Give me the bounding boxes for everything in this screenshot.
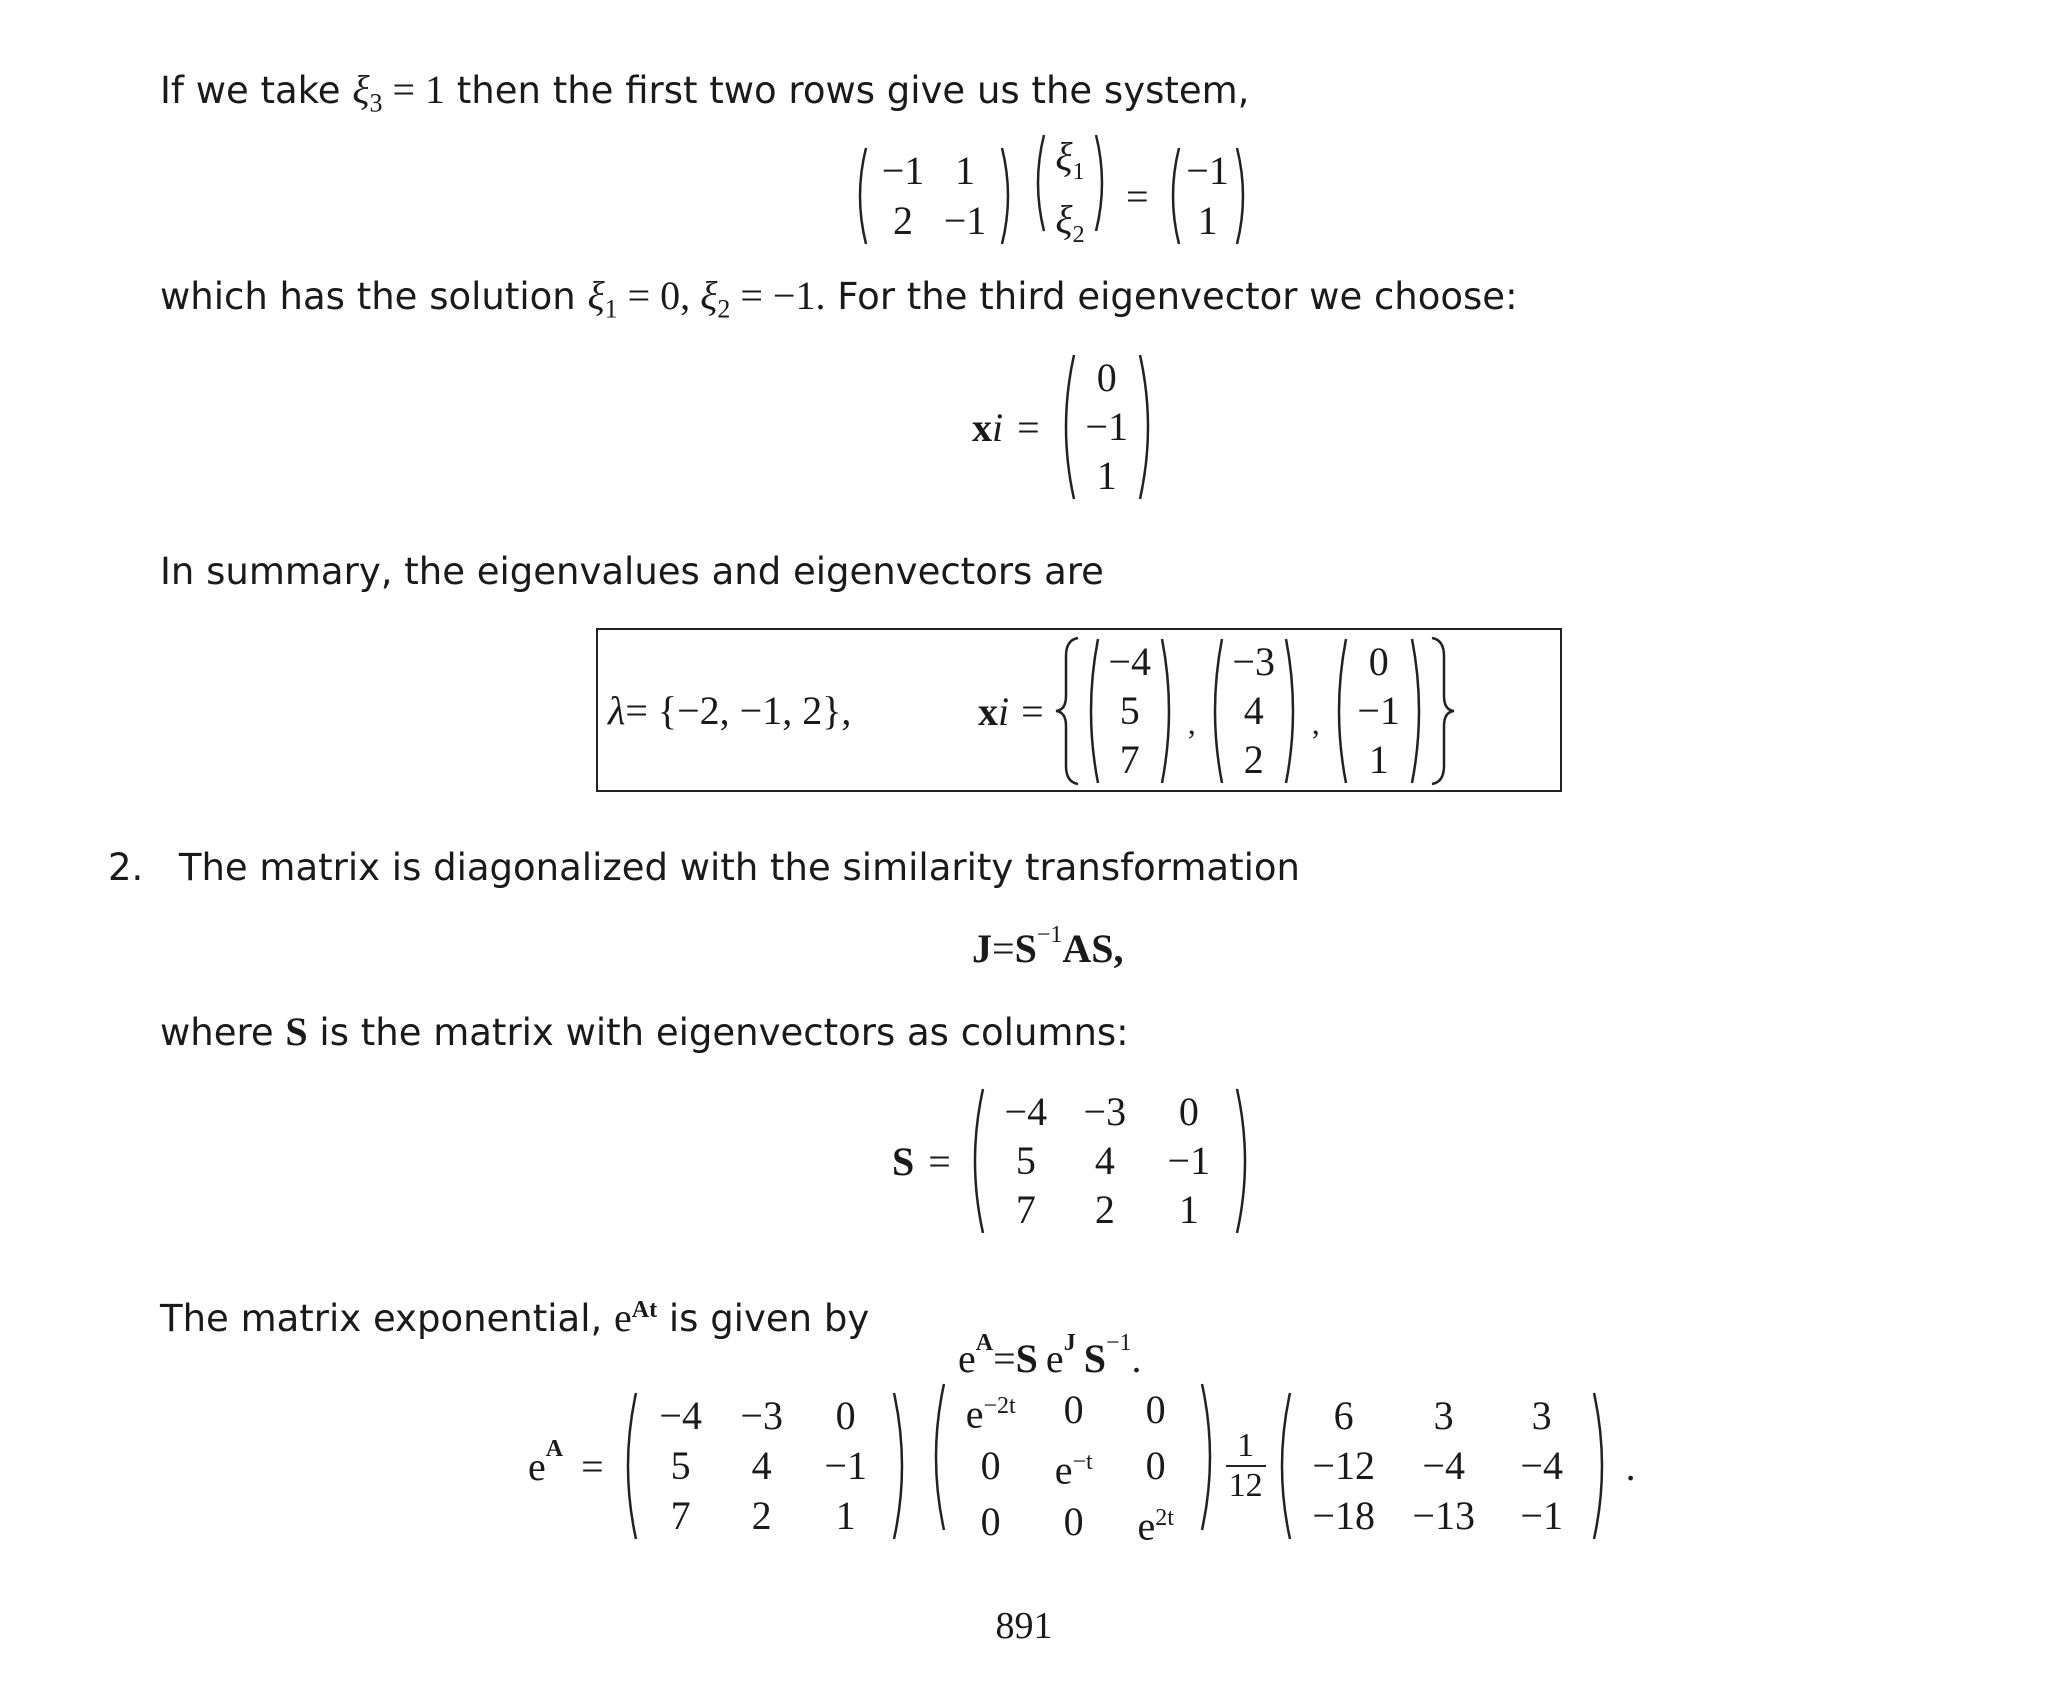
- third-eigenvector: [972, 352, 1158, 502]
- fs-33: 1: [835, 1493, 856, 1538]
- sys-m-22: −1: [943, 198, 987, 243]
- s-31: 7: [1015, 1187, 1036, 1233]
- fj-32: 0: [1063, 1499, 1084, 1545]
- ev2-2: 4: [1243, 687, 1264, 733]
- ev1-3: 7: [1119, 737, 1140, 783]
- J-symbol: J: [972, 925, 992, 971]
- s-matrix: [965, 1087, 1255, 1235]
- fj-33: $e^{2t}$: [1137, 1503, 1174, 1549]
- final-equation: [528, 1386, 1636, 1549]
- sys-rhs-2: 1: [1197, 198, 1218, 243]
- where-post: is the matrix with eigenvectors as columns:: [307, 1011, 1129, 1054]
- ev2-3: 2: [1243, 737, 1264, 783]
- third-equals: =: [1017, 404, 1040, 450]
- fsi-12: 3: [1433, 1393, 1454, 1438]
- xi-var: ξ: [352, 67, 370, 112]
- sys-m-21: 2: [893, 198, 913, 243]
- fsi-31: −18: [1312, 1493, 1375, 1538]
- exp-sup: At: [631, 1297, 658, 1323]
- third-vector: [1056, 353, 1158, 501]
- s-33: 1: [1178, 1187, 1199, 1233]
- expeq-inv: −1: [1105, 1330, 1132, 1356]
- ev3-1: 0: [1368, 638, 1389, 684]
- expeq-supJ: J: [1063, 1330, 1076, 1356]
- fj-23: 0: [1145, 1443, 1166, 1488]
- system-equation: [852, 134, 1251, 248]
- s-12: −3: [1083, 1088, 1127, 1134]
- summary-eigenvectors: [978, 636, 1456, 786]
- sys-m-11: −1: [881, 148, 925, 193]
- sol-sub2: 2: [717, 294, 731, 324]
- fj-13: 0: [1145, 1386, 1166, 1432]
- ev1-2: 5: [1119, 687, 1140, 733]
- jeq-equals: =: [992, 925, 1015, 971]
- where-pre: where: [160, 1011, 286, 1054]
- eigenvector-1: [1082, 637, 1178, 785]
- expeq-S2: S: [1083, 1335, 1106, 1381]
- s-22: 4: [1094, 1137, 1115, 1183]
- system-vector: [1030, 133, 1110, 259]
- third-i: i: [992, 404, 1004, 450]
- where-line: [160, 1008, 1129, 1057]
- ev1-1: −4: [1108, 638, 1151, 684]
- eigenvector-3: [1330, 637, 1428, 785]
- fsi-13: 3: [1531, 1393, 1552, 1438]
- summary-equals: =: [1021, 688, 1044, 734]
- exp-equation: [958, 1330, 1141, 1386]
- sol-xi1: ξ: [587, 273, 605, 318]
- expeq-e2: e: [1045, 1335, 1064, 1381]
- fsi-21: −12: [1312, 1443, 1375, 1488]
- s-23: −1: [1167, 1137, 1211, 1183]
- fsi-22: −4: [1422, 1443, 1465, 1488]
- expeq-e: e: [958, 1335, 976, 1381]
- intro-line: [160, 66, 1249, 127]
- similarity-equation: [972, 920, 1124, 976]
- fs-11: −4: [659, 1393, 702, 1438]
- final-equals: =: [581, 1443, 604, 1489]
- jeq-inverse: −1: [1036, 922, 1063, 948]
- xi-sub: 3: [369, 88, 383, 118]
- fs-23: −1: [824, 1443, 867, 1488]
- fj-31: 0: [980, 1499, 1001, 1545]
- sys-rhs-1: −1: [1186, 148, 1229, 193]
- final-e: e: [528, 1443, 546, 1489]
- exp-e: e: [614, 1295, 632, 1340]
- solution-line: [160, 272, 1518, 333]
- expeq-equals: =: [993, 1335, 1016, 1381]
- s-equals: =: [928, 1138, 951, 1184]
- left-brace: [1054, 636, 1082, 786]
- expeq-dot: .: [1131, 1335, 1142, 1381]
- expeq-supA: A: [975, 1330, 994, 1356]
- final-S: [618, 1391, 912, 1541]
- jeq-S: S: [1014, 925, 1037, 971]
- fs-13: 0: [835, 1393, 856, 1438]
- intro-pre: If we take: [160, 69, 353, 112]
- sol-xi2: ξ: [700, 273, 718, 318]
- third-x: x: [972, 404, 992, 450]
- comma-2: ,: [1311, 704, 1320, 741]
- exp-pre: The matrix exponential,: [160, 1297, 615, 1340]
- comma-1: ,: [1187, 704, 1196, 741]
- right-brace: [1428, 636, 1456, 786]
- s-32: 2: [1094, 1187, 1115, 1233]
- fsi-11: 6: [1333, 1393, 1354, 1438]
- where-S: S: [285, 1009, 308, 1054]
- solution-post: For the third eigenvector we choose:: [825, 275, 1518, 318]
- fs-31: 7: [670, 1493, 691, 1538]
- intro-post: then the first two rows give us the system,: [445, 69, 1250, 112]
- lambda-symbol: λ: [608, 687, 626, 733]
- intro-eq: = 1: [382, 67, 446, 112]
- s-21: 5: [1015, 1137, 1036, 1183]
- fs-32: 2: [751, 1493, 772, 1538]
- fs-22: 4: [751, 1443, 772, 1488]
- summary-x: x: [978, 688, 998, 734]
- sol-v1: = 0,: [617, 273, 701, 318]
- system-matrix: [852, 146, 1016, 246]
- sol-v2: = −1.: [730, 273, 826, 318]
- final-J: [926, 1382, 1220, 1551]
- final-fraction: [1226, 1427, 1266, 1505]
- fj-21: 0: [980, 1443, 1001, 1488]
- summary-lambda: [608, 686, 851, 734]
- item-2: [108, 844, 1300, 892]
- final-Sinv: [1272, 1391, 1612, 1541]
- fsi-23: −4: [1520, 1443, 1563, 1488]
- frac-num: 1: [1237, 1427, 1255, 1464]
- third-v2: −1: [1085, 403, 1128, 449]
- jeq-rest: AS,: [1062, 925, 1124, 971]
- fsi-33: −1: [1520, 1493, 1563, 1538]
- fj-11: $e^{-2t}$: [965, 1390, 1016, 1436]
- exp-text: [160, 1286, 869, 1343]
- fsi-32: −13: [1412, 1493, 1475, 1538]
- fj-22: $e^{-t}$: [1054, 1447, 1093, 1493]
- sys-m-12: 1: [955, 148, 975, 193]
- final-dot: .: [1625, 1443, 1636, 1489]
- sys-xi2: $\xi_2$: [1055, 197, 1085, 248]
- system-rhs: [1165, 146, 1251, 246]
- ev2-1: −3: [1232, 638, 1275, 684]
- page-number: 891: [995, 1605, 1053, 1647]
- fj-12: 0: [1063, 1386, 1084, 1432]
- s-label: S: [892, 1138, 915, 1184]
- ev3-2: −1: [1357, 687, 1400, 733]
- item-2-text: The matrix is diagonalized with the similarity transformation: [178, 846, 1300, 889]
- final-supA: A: [545, 1436, 564, 1462]
- lambda-values: = {−2, −1, 2},: [625, 687, 852, 733]
- summary-text: In summary, the eigenvalues and eigenvectors are: [160, 550, 1104, 593]
- fs-12: −3: [740, 1393, 783, 1438]
- item-2-number: 2.: [108, 846, 144, 889]
- third-v3: 1: [1096, 453, 1117, 499]
- sys-equals: =: [1126, 173, 1149, 219]
- third-v1: 0: [1096, 354, 1117, 400]
- eigenvector-2: [1206, 637, 1302, 785]
- sol-sub1: 1: [604, 294, 618, 324]
- frac-den: 12: [1228, 1467, 1263, 1504]
- sys-xi1: $\xi_1$: [1055, 134, 1085, 185]
- expeq-S1: S: [1015, 1335, 1038, 1381]
- s-matrix-equation: [892, 1086, 1255, 1236]
- solution-pre: which has the solution: [160, 275, 588, 318]
- s-13: 0: [1178, 1088, 1199, 1134]
- exp-post: is given by: [657, 1297, 870, 1340]
- s-11: −4: [1004, 1088, 1048, 1134]
- summary-i: i: [998, 688, 1010, 734]
- ev3-3: 1: [1368, 737, 1389, 783]
- fs-21: 5: [670, 1443, 691, 1488]
